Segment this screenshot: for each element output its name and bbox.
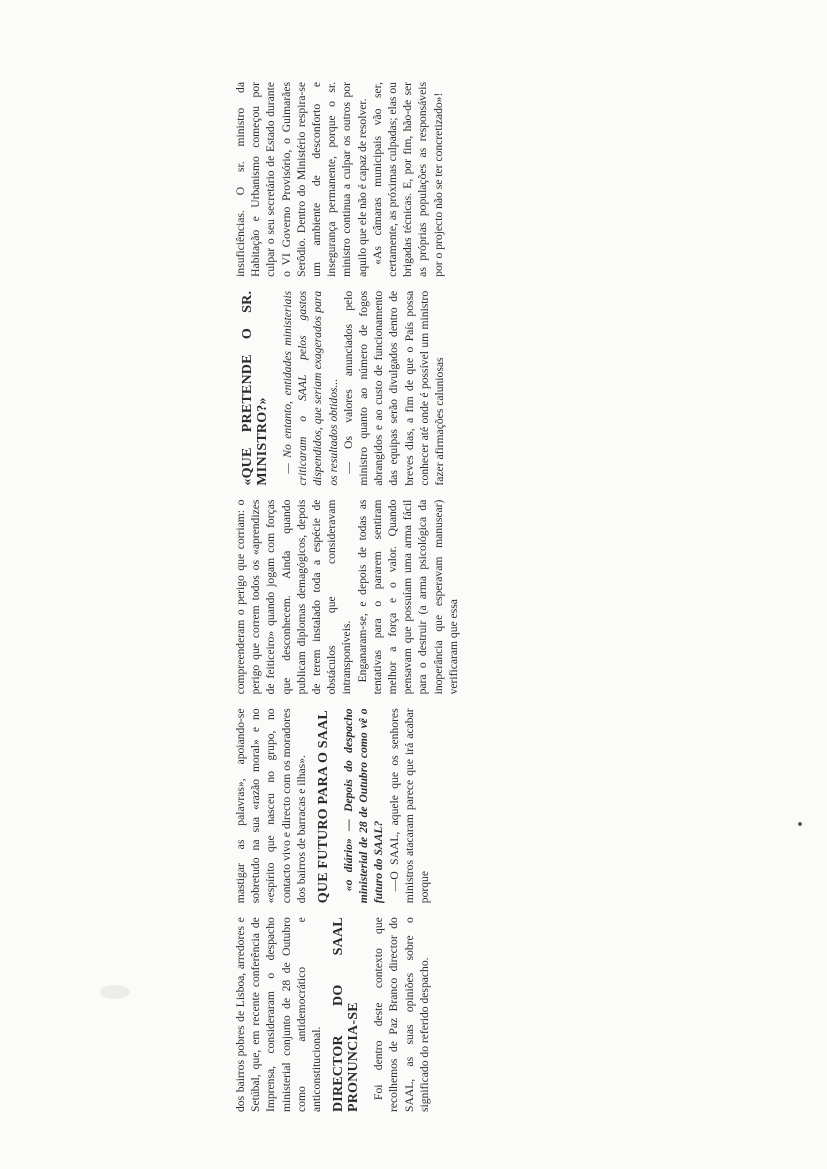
column-5-paragraph-1: insuficiências. O sr. ministro da Habitação e Urbanismo começou por culpar o seu secretário de Estado durante o VI Governo Provisório, o Guimarães Serôdio. Dentro do Ministério respira-se um ambiente de desconforto e insegurança permanente, porque o sr. ministro continua a culpar os outros por aquilo que ele não é capaz de resolver. (234, 82, 369, 277)
section-heading-ministro: «QUE PRETENDE O SR. MINISTRO?» (240, 290, 270, 486)
article-column-3 (233, 500, 538, 695)
column-1-body: Foi dentro deste contexto que recolhemos de Paz Branco director do SAAL, as suas opiniões sobre o significado do referido despacho. (372, 917, 431, 1112)
column-5-paragraph-2: «As câmaras municipais vão ser, certamente, as próximas culpadas; elas ou brigadas técnicas. E, por fim, hão-de ser as próprias populações as responsáveis por o projecto não se ter concretizado»! (370, 82, 445, 277)
column-3-paragraph-2: Enganaram-se, e depois de todas as tentativas para o pararem sentiram melhor a força e o valor. Quando pensavam que possuíam uma arma fácil para o destruir (a arma psicológica da inoperância que esperavam manusear) verificaram que essa (355, 499, 460, 695)
interview-question-1: «o diário» — Depois do despacho ministerial de 28 de Outubro como vê o futuro do SAAL? (342, 708, 386, 904)
article-column-2 (233, 708, 538, 903)
interview-answer-1: —O SAAL, aquele que os senhores ministros atacaram parece que irá acabar porque (387, 708, 432, 904)
column-2-intro: mastigar as palavras», apoiando-se sobretudo na sua «razão moral» e no «espírito que nasceu no grupo, no contacto vivo e directo com os moradores dos bairros de barracas e ilhas». (234, 708, 308, 904)
scan-smudge (100, 985, 130, 999)
newspaper-clipping (233, 82, 538, 1112)
interview-answer-2: — Os valores anunciados pelo ministro quanto ao número de fogos abrangidos e ao custo de funcionamento das equipas serão divulgados dentro de breves dias, a fim de que o País possa conhecer até onde é possível um ministro fazer afirmações caluniosas (341, 290, 447, 486)
scan-speck (798, 822, 802, 826)
section-heading-director: DIRECTOR DO SAAL PRONUNCIA-SE (331, 917, 362, 1112)
section-heading-futuro: QUE FUTURO PARA O SAAL (316, 710, 332, 904)
column-1-intro: dos bairros pobres de Lisboa, arredores e Setúbal, que, em recente conferência de Imprensa, consideraram o despacho ministerial conjunto de 28 de Outubro como antidemocrático e anticonstitucional. (234, 917, 324, 1112)
article-column-1 (233, 917, 538, 1112)
column-3-paragraph-1: compreenderam o perigo que corriam: o perigo que correm todos os «aprendizes de feiticeiro» quando jogam com forças que desconhecem. Ainda quando publicam diplomas demagógicos, depois de terem instalado toda a espécie de obstáculos que consideravam intransponíveis. (234, 499, 354, 695)
article-column-5 (233, 82, 538, 277)
interview-question-2: — No entanto, entidades ministeriais criticaram o SAAL pelos gastos dispendidos, que seriam exagerados para os resultados obtidos... (281, 290, 340, 486)
article-column-4 (233, 291, 538, 486)
